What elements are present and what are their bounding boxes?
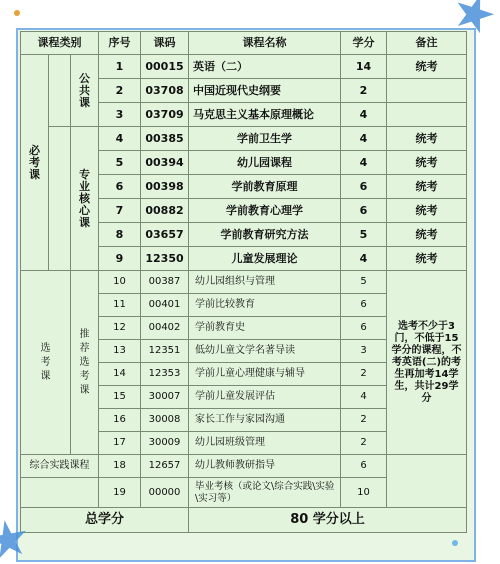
row-code: 30008 xyxy=(141,409,189,432)
row-credit: 4 xyxy=(341,151,387,175)
total-row xyxy=(21,508,467,533)
row-credit: 10 xyxy=(341,478,387,508)
row-code: 30009 xyxy=(141,432,189,455)
row-no: 15 xyxy=(99,386,141,409)
row-code: 12353 xyxy=(141,363,189,386)
row-code: 12350 xyxy=(141,247,189,271)
row-no: 16 xyxy=(99,409,141,432)
row-name: 学前儿童心理健康与辅导 xyxy=(189,363,341,386)
row-name: 幼儿园组织与管理 xyxy=(189,271,341,294)
dot-decoration-icon xyxy=(452,540,458,546)
group-core: 专业核心课 xyxy=(71,127,99,271)
table-row xyxy=(21,271,467,294)
row-credit: 3 xyxy=(341,340,387,363)
group-public: 公共课 xyxy=(71,55,99,127)
row-no: 19 xyxy=(99,478,141,508)
row-code: 00882 xyxy=(141,199,189,223)
row-no: 18 xyxy=(99,455,141,478)
header-name: 课程名称 xyxy=(189,32,341,55)
table-row xyxy=(21,127,467,151)
row-note: 统考 xyxy=(387,199,467,223)
elective-note: 选考不少于3门，不低于15学分的课程，不考英语(二)的考生再加考14学生，共计29学分 xyxy=(387,271,467,455)
row-name: 学前教育研究方法 xyxy=(189,223,341,247)
row-credit: 2 xyxy=(341,432,387,455)
row-name: 英语（二） xyxy=(189,55,341,79)
row-name: 学前卫生学 xyxy=(189,127,341,151)
row-note: 统考 xyxy=(387,175,467,199)
row-no: 12 xyxy=(99,317,141,340)
row-no: 2 xyxy=(99,79,141,103)
row-no: 7 xyxy=(99,199,141,223)
group-required: 必考课 xyxy=(21,55,49,271)
row-note: 统考 xyxy=(387,55,467,79)
row-no: 5 xyxy=(99,151,141,175)
course-table xyxy=(20,31,467,533)
row-no: 10 xyxy=(99,271,141,294)
row-code: 00000 xyxy=(141,478,189,508)
row-credit: 5 xyxy=(341,223,387,247)
row-code: 00394 xyxy=(141,151,189,175)
row-no: 14 xyxy=(99,363,141,386)
row-name: 中国近现代史纲要 xyxy=(189,79,341,103)
row-name: 幼儿园课程 xyxy=(189,151,341,175)
group-practice: 综合实践课程 xyxy=(21,455,99,478)
practice-note xyxy=(387,455,467,508)
row-credit: 6 xyxy=(341,317,387,340)
row-name: 低幼儿童文学名著导读 xyxy=(189,340,341,363)
total-value: 80 学分以上 xyxy=(189,508,467,533)
table-row xyxy=(21,455,467,478)
row-no: 11 xyxy=(99,294,141,317)
row-code: 00398 xyxy=(141,175,189,199)
row-code: 00015 xyxy=(141,55,189,79)
row-note xyxy=(387,79,467,103)
header-note: 备注 xyxy=(387,32,467,55)
row-code: 03657 xyxy=(141,223,189,247)
row-name: 幼儿教师教研指导 xyxy=(189,455,341,478)
row-credit: 14 xyxy=(341,55,387,79)
row-no: 17 xyxy=(99,432,141,455)
row-credit: 5 xyxy=(341,271,387,294)
row-code: 00385 xyxy=(141,127,189,151)
row-no: 13 xyxy=(99,340,141,363)
row-credit: 6 xyxy=(341,455,387,478)
row-code: 12657 xyxy=(141,455,189,478)
row-credit: 4 xyxy=(341,386,387,409)
dot-decoration-icon xyxy=(14,10,20,16)
row-name: 马克思主义基本原理概论 xyxy=(189,103,341,127)
row-no: 9 xyxy=(99,247,141,271)
row-code: 03708 xyxy=(141,79,189,103)
header-row xyxy=(21,32,467,55)
row-credit: 2 xyxy=(341,79,387,103)
row-credit: 6 xyxy=(341,294,387,317)
row-credit: 4 xyxy=(341,103,387,127)
row-no: 8 xyxy=(99,223,141,247)
total-label: 总学分 xyxy=(21,508,189,533)
row-name: 儿童发展理论 xyxy=(189,247,341,271)
header-category: 课程类别 xyxy=(21,32,99,55)
group-recommended: 推荐选考课 xyxy=(71,271,99,455)
row-name: 幼儿园班级管理 xyxy=(189,432,341,455)
row-note xyxy=(387,103,467,127)
row-note: 统考 xyxy=(387,151,467,175)
row-name: 学前儿童发展评估 xyxy=(189,386,341,409)
row-name: 毕业考核（或论文\综合实践\实验\实习等） xyxy=(189,478,341,508)
row-name: 学前比较教育 xyxy=(189,294,341,317)
row-note: 统考 xyxy=(387,127,467,151)
group-elective: 选考课 xyxy=(21,271,71,455)
row-credit: 6 xyxy=(341,199,387,223)
row-no: 3 xyxy=(99,103,141,127)
row-name: 家长工作与家园沟通 xyxy=(189,409,341,432)
row-code: 03709 xyxy=(141,103,189,127)
row-note: 统考 xyxy=(387,223,467,247)
row-name: 学前教育史 xyxy=(189,317,341,340)
row-no: 4 xyxy=(99,127,141,151)
row-credit: 2 xyxy=(341,409,387,432)
row-code: 00401 xyxy=(141,294,189,317)
row-note: 统考 xyxy=(387,247,467,271)
header-credit: 学分 xyxy=(341,32,387,55)
row-code: 00387 xyxy=(141,271,189,294)
row-no: 6 xyxy=(99,175,141,199)
row-no: 1 xyxy=(99,55,141,79)
row-credit: 6 xyxy=(341,175,387,199)
row-name: 学前教育心理学 xyxy=(189,199,341,223)
header-code: 课码 xyxy=(141,32,189,55)
row-name: 学前教育原理 xyxy=(189,175,341,199)
row-code: 30007 xyxy=(141,386,189,409)
row-code: 12351 xyxy=(141,340,189,363)
header-no: 序号 xyxy=(99,32,141,55)
table-row xyxy=(21,55,467,79)
row-code: 00402 xyxy=(141,317,189,340)
row-credit: 2 xyxy=(341,363,387,386)
row-credit: 4 xyxy=(341,127,387,151)
row-credit: 4 xyxy=(341,247,387,271)
